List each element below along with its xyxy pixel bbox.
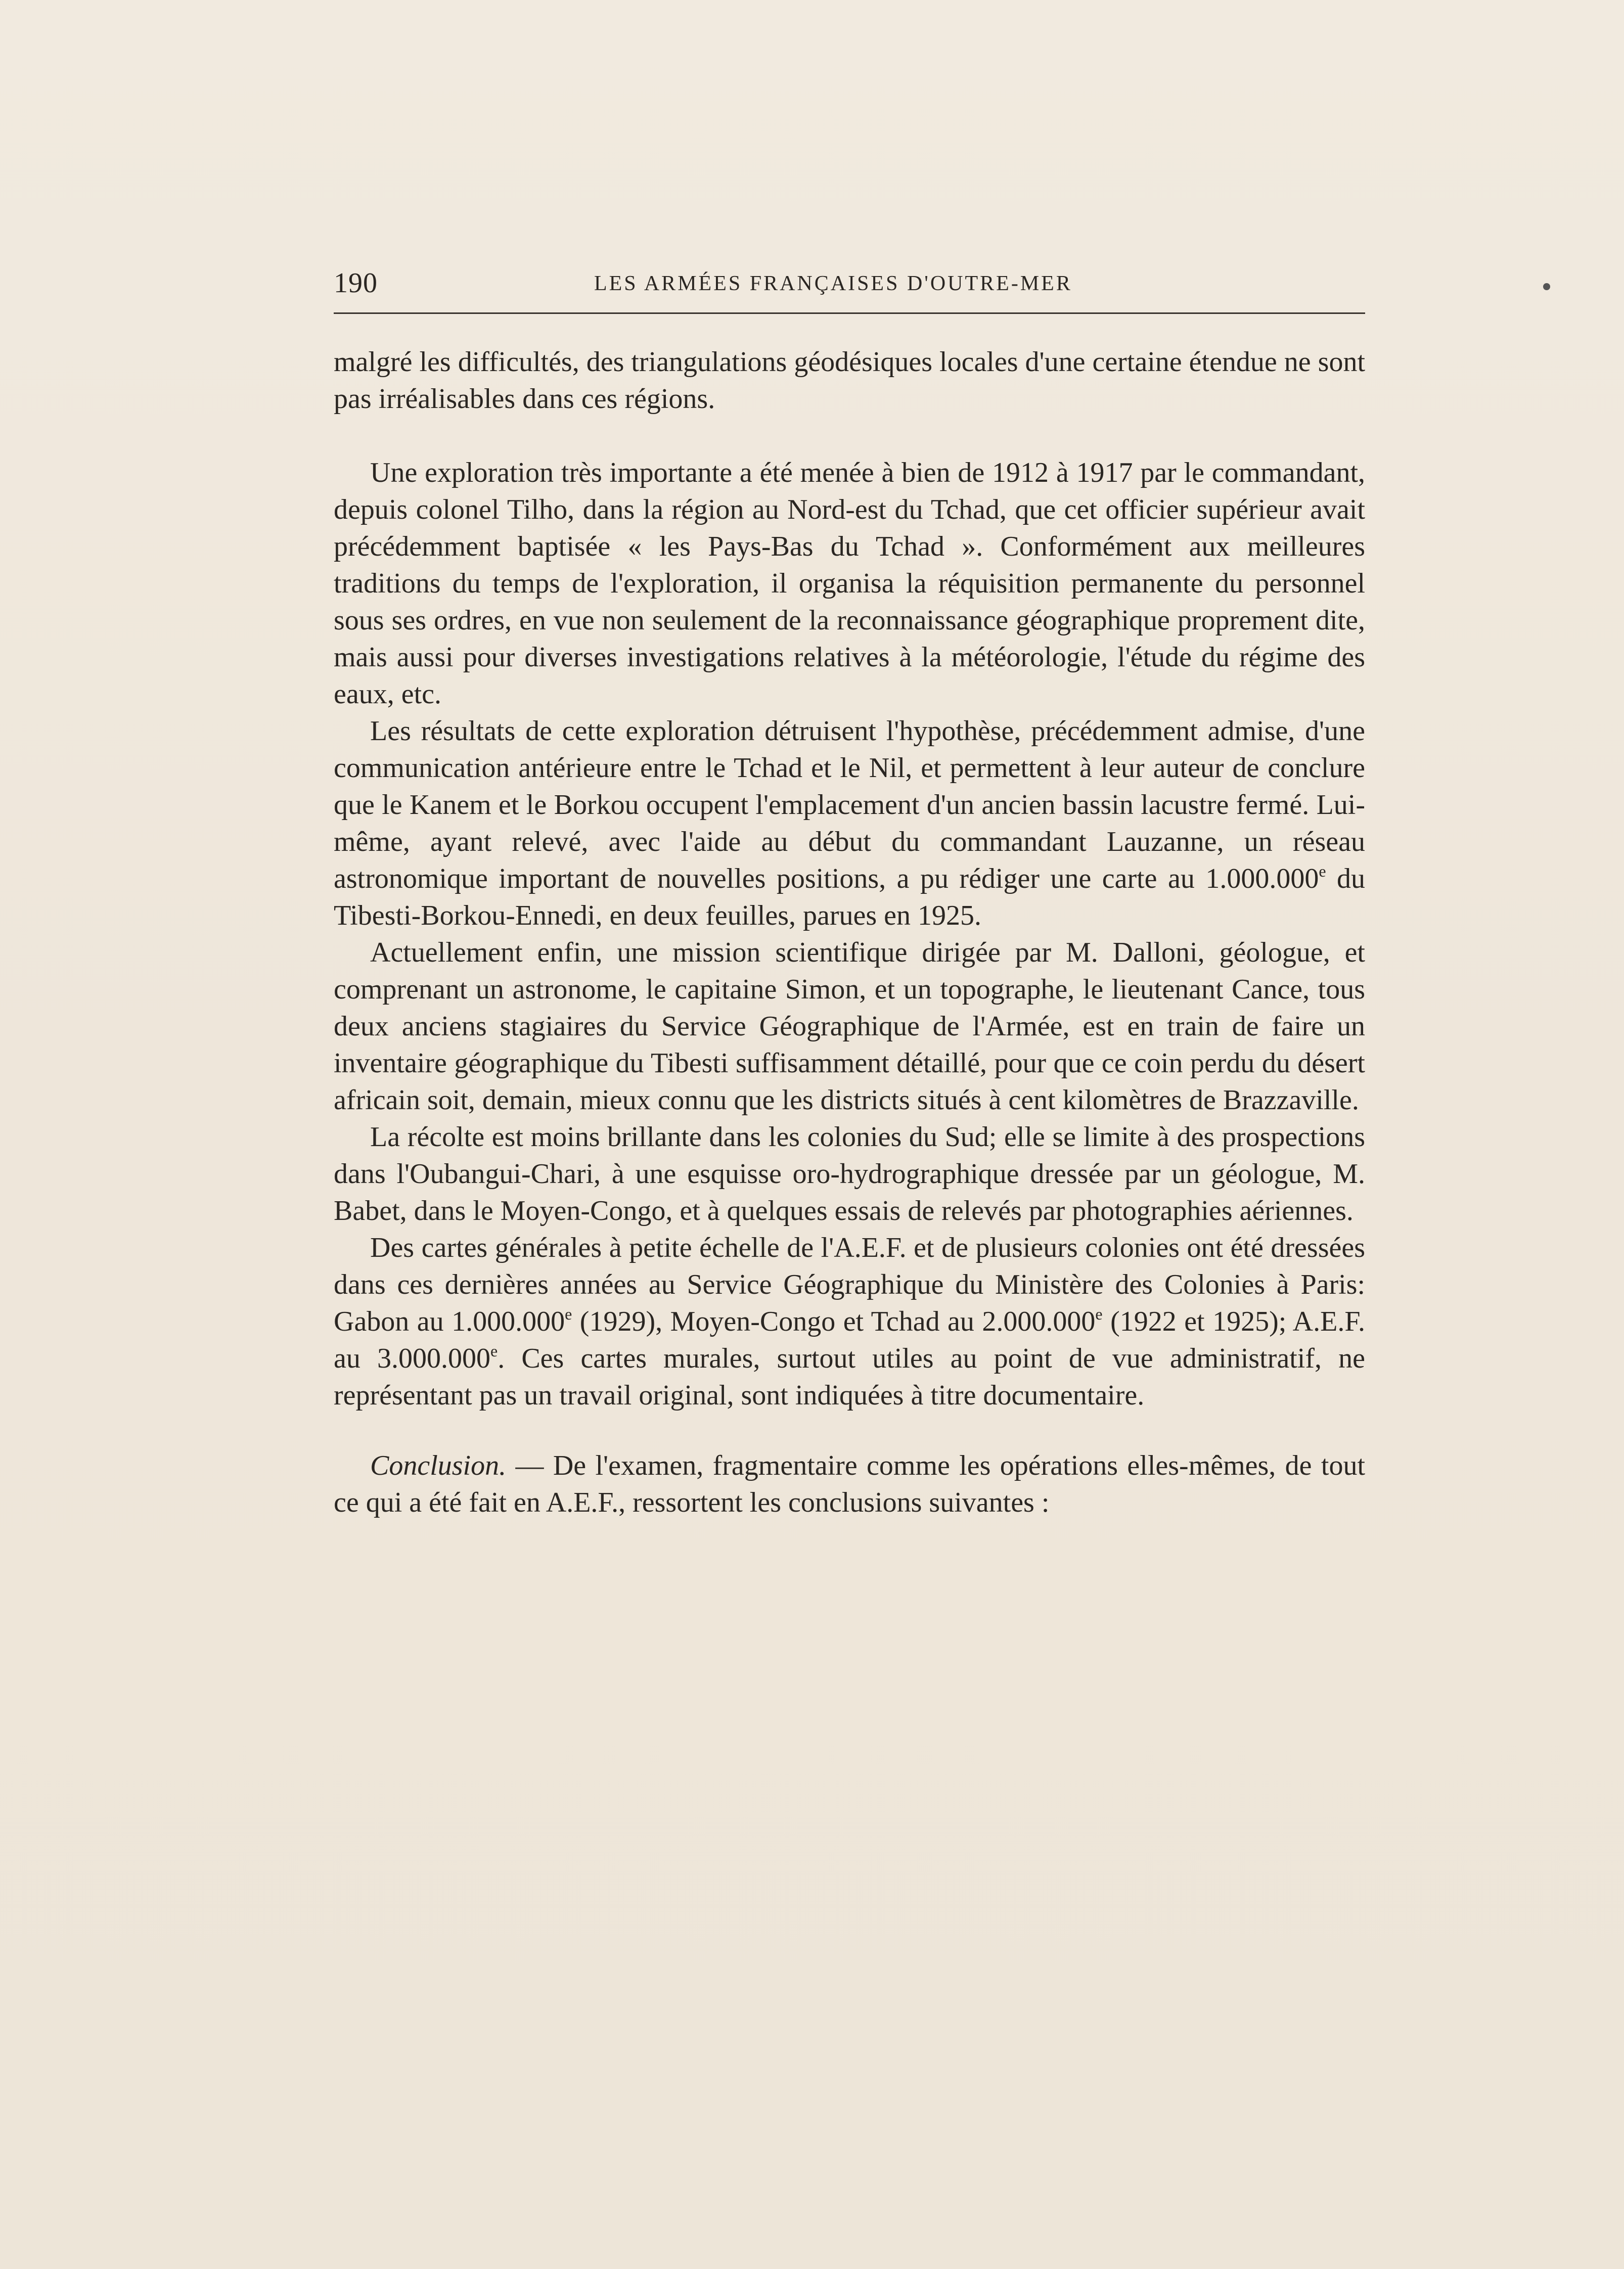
maps-text-2: (1929), Moyen-Congo et Tchad au 2.000.000: [572, 1306, 1096, 1337]
paragraph-conclusion: [334, 1447, 1365, 1521]
running-title: LES ARMÉES FRANÇAISES D'OUTRE-MER: [594, 272, 1072, 295]
results-text-after: du Tibesti-Borkou-Ennedi, en deux feuilles, parues en 1925.: [334, 863, 1365, 931]
page-number: 190: [334, 267, 378, 299]
paragraph-general-maps: [334, 1230, 1365, 1414]
body-text: [334, 344, 1365, 1521]
maps-text-4: . Ces cartes murales, surtout utiles au point de vue administratif, ne représentant pas un travail original, sont indiquées à titre documentaire.: [334, 1343, 1365, 1411]
maps-text-1: Des cartes générales à petite échelle de l'A.E.F. et de plusieurs colonies ont été dressées dans ces dernières années au Service Géographique du Ministère des Colonies à Paris: Gabon au 1.000.000: [334, 1232, 1365, 1337]
ordinal-superscript: e: [1095, 1305, 1103, 1323]
results-text-before: Les résultats de cette exploration détruisent l'hypothèse, précédemment admise, d'une communication antérieure entre le Tchad et le Nil, et permettent à leur auteur de conclure que le Kanem et le Borkou occupent l'emplacement d'un ancien bassin lacustre fermé. Lui-même, ayant relevé, avec l'aide au début du commandant Lauzanne, un réseau astronomique important de nouvelles positions, a pu rédiger une carte au 1.000.000: [334, 715, 1365, 894]
ordinal-superscript: e: [565, 1305, 572, 1323]
maps-text-3: (1922 et 1925); A.E.F. au 3.000.000: [334, 1306, 1365, 1374]
paragraph-continuation: malgré les difficultés, des triangulations géodésiques locales d'une certaine étendue ne sont pas irréalisables dans ces régions.: [334, 346, 1365, 415]
paragraph-tilho-exploration: Une exploration très importante a été menée à bien de 1912 à 1917 par le commandant, depuis colonel Tilho, dans la région au Nord-est du Tchad, que cet officier supérieur avait précédemment baptisée « les Pays-Bas du Tchad ». Conformément aux meilleures traditions du temps de l'exploration, il organisa la réquisition permanente du personnel sous ses ordres, en vue non seulement de la reconnaissance géographique proprement dite, mais aussi pour diverses investigations relatives à la météorologie, l'étude du régime des eaux, etc.: [334, 457, 1365, 710]
conclusion-heading: Conclusion.: [370, 1450, 507, 1481]
running-header: [334, 263, 1365, 308]
paragraph-results: [334, 713, 1365, 934]
paragraph-south-colonies: La récolte est moins brillante dans les colonies du Sud; elle se limite à des prospections dans l'Oubangui-Chari, à une esquisse oro-hydrographique dressée par un géologue, M. Babet, dans le Moyen-Congo, et à quelques essais de relevés par photographies aériennes.: [334, 1121, 1365, 1227]
ordinal-superscript: e: [490, 1342, 498, 1360]
conclusion-text: — De l'examen, fragmentaire comme les opérations elles-mêmes, de tout ce qui a été fait en A.E.F., ressortent les conclusions suivantes :: [334, 1450, 1365, 1518]
ordinal-superscript: e: [1319, 862, 1326, 880]
header-rule: [334, 312, 1365, 314]
paragraph-dalloni-mission: Actuellement enfin, une mission scientifique dirigée par M. Dalloni, géologue, et comprenant un astronome, le capitaine Simon, et un topographe, le lieutenant Cance, tous deux anciens stagiaires du Service Géographique de l'Armée, est en train de faire un inventaire géographique du Tibesti suffisamment détaillé, pour que ce coin perdu du désert africain soit, demain, mieux connu que les districts situés à cent kilomètres de Brazzaville.: [334, 937, 1365, 1116]
margin-speck: [1543, 283, 1550, 290]
